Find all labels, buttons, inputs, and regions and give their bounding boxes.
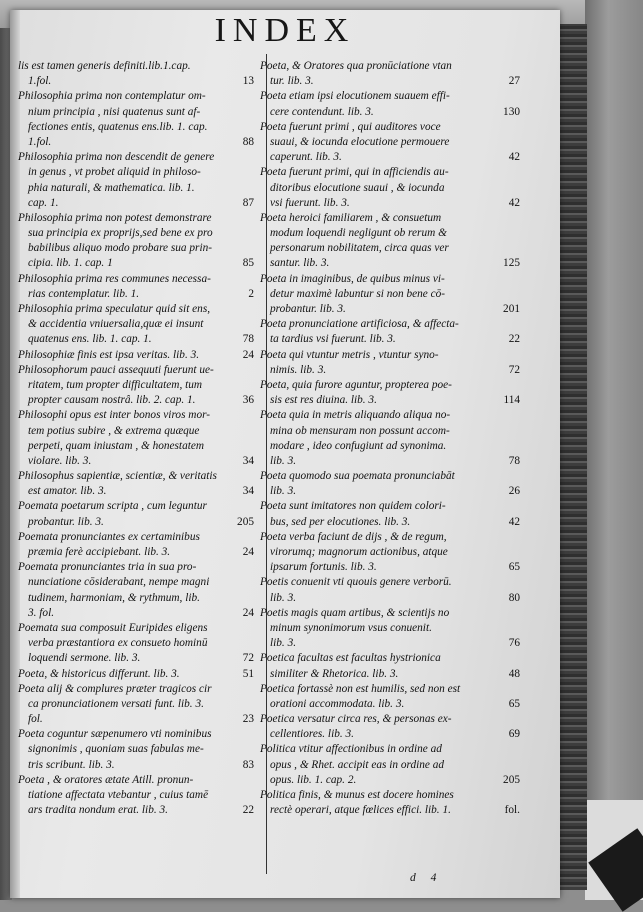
index-entry — [18, 530, 256, 560]
index-entry-page-number: 51 — [242, 667, 254, 680]
page-title: INDEX — [214, 12, 356, 49]
index-entry-text: Poeta fuerunt primi, qui in afficiendis au- — [260, 166, 449, 179]
index-entry — [18, 408, 256, 469]
index-entry-text: vsi fuerunt. lib. 3. — [270, 196, 350, 209]
index-entry-page-number: 26 — [508, 485, 520, 498]
index-entry-page-number: 85 — [242, 257, 254, 270]
index-entry-text: Politica finis, & munus est docere homines — [260, 789, 454, 801]
index-entry-text: & accidentia vniuersalia,quæ ei insunt — [28, 318, 204, 331]
index-entry-text: opus. lib. 1. cap. 2. — [270, 773, 357, 786]
index-entry-text: lib. 3. — [270, 485, 297, 498]
background-right — [585, 0, 643, 900]
index-entry — [260, 317, 522, 347]
index-entry — [260, 530, 522, 576]
index-entry-text: babilibus aliquo modo probare sua prin- — [28, 242, 212, 255]
index-entry-text: ipsarum fortunis. lib. 3. — [270, 561, 377, 574]
index-entry-text: Politica vtitur affectionibus in ordine ad — [260, 743, 442, 756]
index-entry-text: Poetica facultas est facultas hystrionica — [260, 652, 441, 665]
index-entry — [18, 682, 256, 728]
index-entry-page-number: 65 — [508, 697, 520, 710]
index-entry-text: Poetis conuenit vti quouis genere verborū. — [260, 576, 452, 589]
index-entry-text: Poemata pronunciantes ex certaminibus — [18, 530, 200, 543]
index-entry-text: Poeta sunt imitatores non quidem colori- — [260, 500, 446, 513]
index-entry-page-number: 78 — [508, 454, 520, 467]
index-entry-text: Poeta fuerunt primi , qui auditores voce — [260, 120, 441, 133]
index-entry-text: Philosophiæ finis est ipsa veritas. lib. 3. — [18, 348, 200, 361]
index-entry — [260, 651, 522, 681]
index-entry-text: minum synonimorum vsus conuenit. — [270, 621, 432, 634]
index-entry — [18, 469, 256, 499]
index-entry — [18, 59, 256, 89]
index-entry-page-number: 23 — [242, 713, 254, 726]
index-entry-page-number: 72 — [508, 363, 520, 376]
index-entry — [18, 302, 256, 348]
index-entry-text: cipia. lib. 1. cap. 1 — [28, 257, 113, 270]
index-entry-text: Poeta , & oratores ætate Atill. pronun- — [18, 773, 194, 786]
index-entry-page-number: 24 — [242, 606, 254, 619]
index-entry-page-number: 2 — [248, 287, 254, 300]
index-entry — [18, 621, 256, 667]
index-entry-text: Poeta pronunciatione artificiosa, & affecta- — [260, 318, 459, 331]
index-entry — [18, 348, 256, 363]
index-entry-text: Poeta in imaginibus, de quibus minus vi- — [260, 272, 445, 285]
index-entry-page-number: 34 — [242, 485, 254, 498]
index-entry-text: signonimis , quoniam suas fabulas me- — [28, 743, 204, 756]
index-entry-text: quatenus ens. lib. 1. cap. 1. — [28, 333, 152, 346]
index-entry-text: Philosophorum pauci assequuti fuerunt ue- — [18, 363, 214, 376]
index-entry-page-number: 42 — [508, 196, 520, 209]
index-entry — [18, 272, 256, 302]
index-entry-page-number: 72 — [242, 652, 254, 665]
index-column-left — [18, 59, 256, 818]
index-entry-page-number: 201 — [503, 303, 520, 315]
index-entry-text: ars tradita nondum erat. lib. 3. — [28, 804, 168, 817]
index-entry — [260, 788, 522, 818]
index-entry-text: tris scribunt. lib. 3. — [28, 758, 115, 771]
index-entry — [260, 348, 522, 378]
index-entry-text: ditoribus elocutione suaui , & iocunda — [270, 181, 445, 194]
index-entry-page-number: 65 — [508, 561, 520, 574]
index-entry-text: Philosophia prima res communes necessa- — [18, 272, 211, 285]
index-entry-text: lib. 3. — [270, 637, 297, 650]
index-entry-text: Poeta etiam ipsi elocutionem suauem effi- — [260, 90, 450, 103]
index-entry-text: Poetis magis quam artibus, & scientijs no — [260, 606, 450, 619]
index-entry-text: nium principia , nisi quatenus sunt af- — [28, 105, 201, 118]
index-entry-text: rias contemplatur. lib. 1. — [28, 287, 140, 300]
index-entry-text: fectiones entis, quatenus ens.lib. 1. cap. — [28, 120, 208, 133]
index-entry-page-number: 34 — [242, 454, 254, 467]
index-entry-text: cere contendunt. lib. 3. — [270, 105, 374, 118]
index-entry-page-number: 24 — [242, 546, 254, 558]
index-entry — [260, 120, 522, 166]
index-entry-text: caperunt. lib. 3. — [270, 151, 342, 164]
index-entry-text: Poetica fortassè non est humilis, sed non est — [260, 682, 461, 695]
index-entry-page-number: 13 — [242, 75, 254, 88]
index-entry-text: propter causam nostrâ. lib. 2. cap. 1. — [28, 394, 196, 407]
index-entry — [260, 682, 522, 712]
index-entry-text: Poemata poetarum scripta , cum leguntur — [18, 500, 207, 513]
index-entry-page-number: 114 — [503, 394, 520, 407]
index-entry-text: Poeta quia in metris aliquando aliqua no- — [260, 409, 451, 422]
index-entry-page-number: 76 — [508, 637, 520, 650]
index-entry-text: præmia ferè accipiebant. lib. 3. — [28, 546, 171, 558]
index-entry-text: lib. 3. — [270, 591, 297, 604]
index-entry-text: Poeta verba faciunt de dijs , & de regum, — [260, 530, 447, 543]
index-entry-text: fol. — [28, 713, 43, 726]
index-entry-text: suaui, & iocunda elocutione permouere — [270, 135, 450, 148]
index-entry-text: santur. lib. 3. — [270, 257, 330, 270]
index-entry-page-number: 80 — [508, 591, 520, 604]
index-entry — [260, 89, 522, 119]
index-entry-text: sis est res diuina. lib. 3. — [270, 394, 377, 407]
index-entry-text: Poeta heroici familiarem , & consuetum — [260, 211, 442, 224]
signature-mark: d 4 — [410, 872, 443, 884]
index-entry-text: opus , & Rhet. accipit eas in ordine ad — [270, 758, 445, 771]
index-entry — [260, 408, 522, 469]
index-entry-text: tudinem, harmoniam, & rythmum, lib. — [28, 591, 200, 604]
index-entry-text: tur. lib. 3. — [270, 75, 314, 88]
index-entry-text: Poetica versatur circa res, & personas ex- — [260, 713, 452, 726]
index-entry-text: Philosophia prima speculatur quid sit ens, — [18, 303, 211, 315]
index-entry-page-number: 69 — [508, 728, 520, 741]
index-entry — [18, 727, 256, 773]
index-entry-text: Philosophia prima non potest demonstrare — [18, 211, 212, 224]
index-entry-text: 3. fol. — [28, 606, 55, 619]
index-entry-text: bus, sed per elocutiones. lib. 3. — [270, 515, 411, 528]
index-entry-page-number: 205 — [237, 515, 254, 528]
index-entry-text: cellentiores. lib. 3. — [270, 728, 354, 741]
index-entry-text: Poeta alij & complures præter tragicos cir — [18, 682, 212, 695]
index-entry-text: probantur. lib. 3. — [270, 303, 346, 315]
index-entry-text: Poeta, & Oratores qua pronūciatione vtan — [260, 60, 452, 72]
index-entry — [260, 211, 522, 272]
index-entry-text: cap. 1. — [28, 196, 59, 209]
index-entry-page-number: 87 — [242, 196, 254, 209]
index-entry-text: nimis. lib. 3. — [270, 363, 327, 376]
index-entry-text: personarum nobilitatem, circa quas ver — [270, 242, 449, 255]
index-entry-text: virorumq; magnorum actionibus, atque — [270, 546, 448, 558]
index-entry-text: detur maximè labuntur si non bene cō- — [270, 287, 446, 300]
index-entry — [260, 606, 522, 652]
index-entry-text: ca pronunciationem versati funt. lib. 3. — [28, 697, 204, 710]
index-entry — [260, 165, 522, 211]
index-entry-text: est amator. lib. 3. — [28, 485, 107, 498]
index-entry-text: Poemata sua composuit Euripides eligens — [18, 621, 208, 634]
index-entry-page-number: 27 — [508, 75, 520, 88]
index-entry — [18, 667, 256, 682]
index-entry — [18, 773, 256, 819]
index-entry — [18, 150, 256, 211]
index-entry-text: lib. 3. — [270, 454, 297, 467]
index-entry — [260, 742, 522, 788]
index-entry-page-number: 125 — [503, 257, 520, 270]
index-entry-page-number: fol. — [504, 804, 520, 817]
index-entry-text: 1.fol. — [28, 135, 52, 148]
index-entry-text: tem potius subire , & extrema quæque — [28, 424, 200, 437]
index-entry — [260, 378, 522, 408]
index-entry-page-number: 88 — [242, 135, 254, 148]
index-entry-text: Poeta quomodo sua poemata pronunciabāt — [260, 470, 455, 483]
index-entry-text: Poeta qui vtuntur metris , vtuntur syno- — [260, 348, 439, 361]
index-entry — [18, 89, 256, 150]
index-entry-text: Philosophia prima non contemplatur om- — [18, 90, 206, 103]
index-entry-text: Philosophia prima non descendit de genere — [18, 151, 215, 164]
index-entry-text: similiter & Rhetorica. lib. 3. — [270, 667, 399, 680]
index-entry — [260, 469, 522, 499]
index-entry-text: modare , ideo confugiunt ad synonima. — [270, 439, 447, 452]
index-entry-text: orationi accommodata. lib. 3. — [270, 697, 405, 710]
index-entry-page-number: 48 — [508, 667, 520, 680]
index-entry — [18, 211, 256, 272]
index-entry-text: Poeta coguntur sæpenumero vti nominibus — [18, 728, 212, 741]
index-entry-text: phia naturali, & mathematica. lib. 1. — [28, 181, 195, 194]
index-entry — [260, 499, 522, 529]
index-entry-text: loquendi sermone. lib. 3. — [28, 652, 141, 665]
index-entry-text: tiatione affectata vtebantur , cuius tamē — [28, 789, 209, 801]
index-entry-text: lis est tamen generis definiti.lib.1.cap. — [18, 60, 191, 72]
index-entry-text: Philosophus sapientiæ, scientiæ, & veritatis — [18, 470, 217, 483]
index-entry-text: rectè operari, atque fœlices effici. lib. 1. — [270, 804, 451, 817]
index-entry-page-number: 205 — [503, 773, 520, 786]
index-entry — [18, 560, 256, 621]
index-entry-text: perpeti, quam iniustam , & honestatem — [28, 439, 205, 452]
index-entry-text: nunciatione cōsiderabant, nempe magni — [28, 576, 210, 589]
index-entry-page-number: 22 — [242, 804, 254, 817]
index-entry-text: Poeta, quia furore aguntur, propterea poe- — [260, 378, 452, 391]
index-entry-page-number: 22 — [508, 333, 520, 346]
index-entry-text: sua principia ex proprijs,sed bene ex pro — [28, 227, 213, 240]
index-entry-text: Philosophi opus est inter bonos viros mor- — [18, 409, 211, 422]
index-column-right — [260, 59, 522, 818]
index-entry-text: 1.fol. — [28, 75, 52, 88]
index-entry-page-number: 24 — [242, 348, 254, 361]
index-entry-text: verba præstantiora ex consueto hominū — [28, 637, 208, 650]
index-entry — [260, 575, 522, 605]
index-entry — [18, 363, 256, 409]
index-entry-text: ritatem, tum propter difficultatem, tum — [28, 378, 203, 391]
index-entry-text: Poeta, & historicus differunt. lib. 3. — [18, 667, 180, 680]
index-entry-text: in genus , vt probet aliquid in philoso- — [28, 166, 201, 179]
index-entry — [260, 272, 522, 318]
index-entry — [260, 712, 522, 742]
index-entry-text: probantur. lib. 3. — [28, 515, 104, 528]
index-entry-page-number: 83 — [242, 758, 254, 771]
index-entry-text: mina ob mensuram non possunt accom- — [270, 424, 450, 437]
book-page — [10, 10, 560, 898]
index-entry-text: violare. lib. 3. — [28, 454, 92, 467]
index-entry-page-number: 42 — [508, 515, 520, 528]
index-entry-text: modum loquendi negligunt ob rerum & — [270, 227, 447, 240]
index-entry — [18, 499, 256, 529]
index-entry-page-number: 78 — [242, 333, 254, 346]
index-entry — [260, 59, 522, 89]
index-entry-text: Poemata pronunciantes tria in sua pro- — [18, 561, 197, 574]
index-entry-page-number: 130 — [503, 105, 520, 118]
index-entry-page-number: 42 — [508, 151, 520, 164]
index-entry-page-number: 36 — [242, 394, 254, 407]
index-entry-text: ta tardius vsi fuerunt. lib. 3. — [270, 333, 396, 346]
